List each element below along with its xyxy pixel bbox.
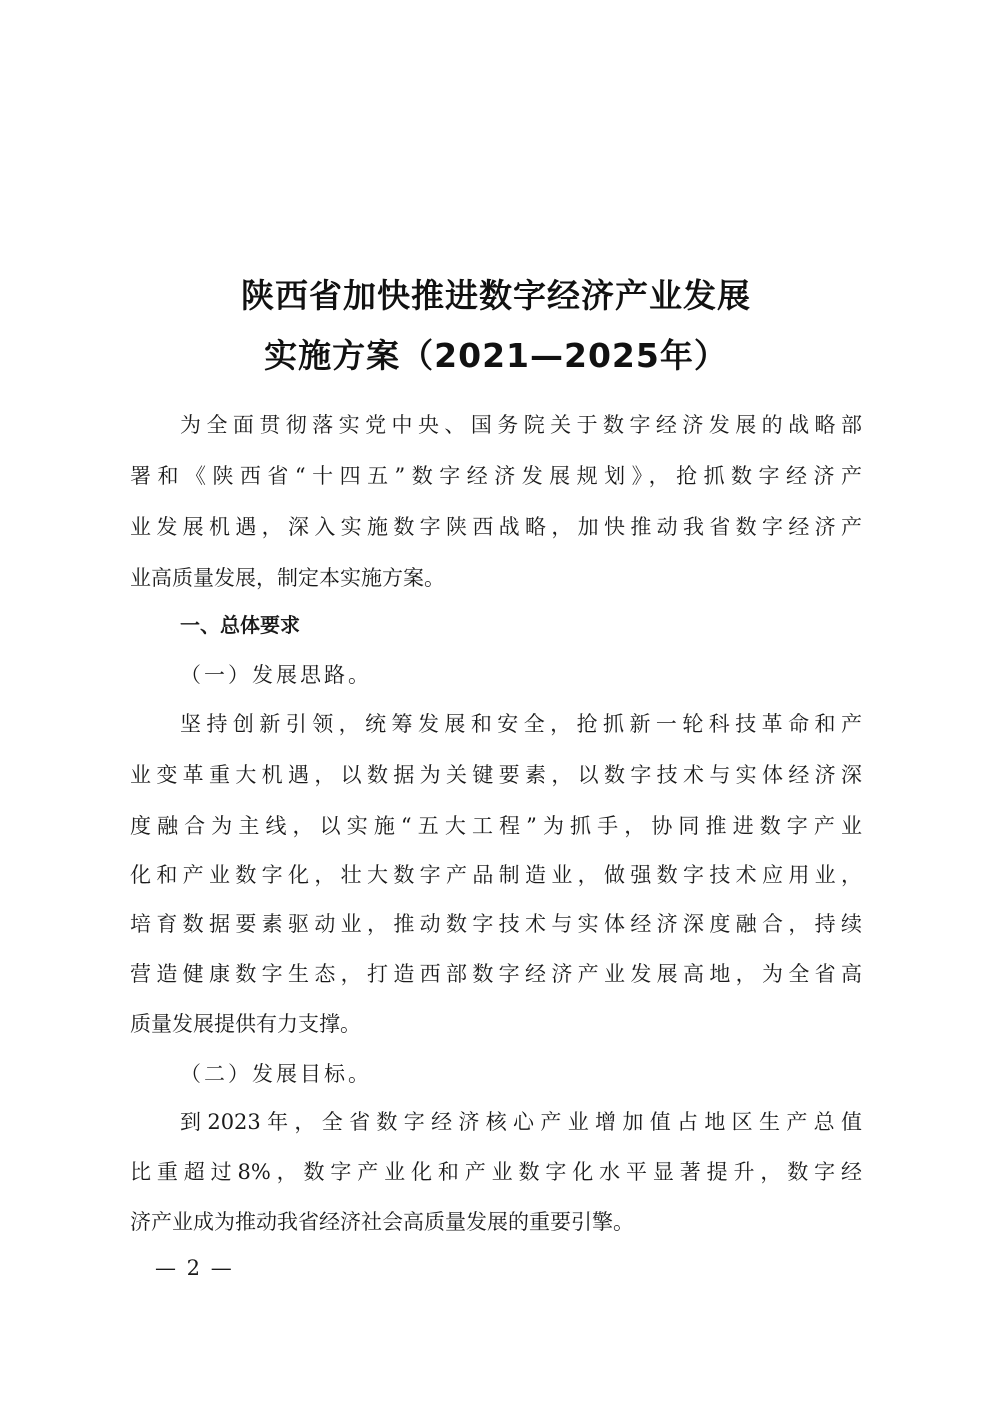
subsection-heading-2: （二）发展目标。 [180,1062,372,1086]
intro-line-1: 为全面贯彻落实党中央、国务院关于数字经济发展的战略部 [180,413,862,437]
paragraph-2-line-1: 到2023年，全省数字经济核心产业增加值占地区生产总值 [180,1110,862,1134]
paragraph-2-line-2: 比重超过8%，数字产业化和产业数字化水平显著提升，数字经 [130,1160,862,1184]
paragraph-1-line-5: 培育数据要素驱动业，推动数字技术与实体经济深度融合，持续 [130,912,862,936]
document-title-line-2: 实施方案（2021—2025年） [264,336,728,375]
paragraph-1-line-2: 业变革重大机遇，以数据为关键要素，以数字技术与实体经济深 [130,763,862,787]
subsection-heading-1: （一）发展思路。 [180,663,372,687]
intro-line-4: 业高质量发展，制定本实施方案。 [130,566,445,590]
page-number: — 2 — [155,1256,234,1280]
document-title-line-1: 陕西省加快推进数字经济产业发展 [241,276,751,315]
paragraph-1-line-6: 营造健康数字生态，打造西部数字经济产业发展高地，为全省高 [130,962,862,986]
intro-line-2: 署和《陕西省“十四五”数字经济发展规划》，抢抓数字经济产 [130,464,862,488]
paragraph-1-line-7: 质量发展提供有力支撑。 [130,1012,361,1036]
paragraph-1-line-1: 坚持创新引领，统筹发展和安全，抢抓新一轮科技革命和产 [180,712,862,736]
section-heading: 一、总体要求 [180,613,300,637]
intro-line-3: 业发展机遇，深入实施数字陕西战略，加快推动我省数字经济产 [130,515,862,539]
paragraph-1-line-3: 度融合为主线，以实施“五大工程”为抓手，协同推进数字产业 [130,814,862,838]
paragraph-1-line-4: 化和产业数字化，壮大数字产品制造业，做强数字技术应用业， [130,863,862,887]
paragraph-2-line-3: 济产业成为推动我省经济社会高质量发展的重要引擎。 [130,1210,634,1234]
